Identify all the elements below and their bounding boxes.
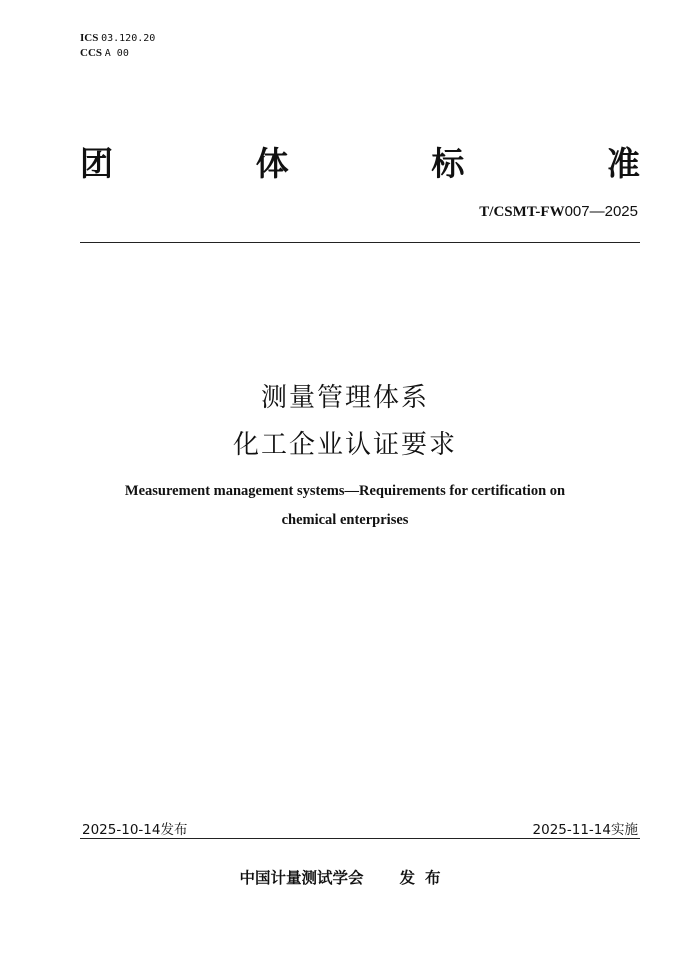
publisher-line [0,866,690,888]
ics-label: ICS [80,32,99,44]
doc-type-char: 准 [606,144,640,183]
english-title-line2: chemical enterprises [281,512,409,528]
doc-type-char: 体 [255,144,289,183]
chinese-title-line1: 测量管理体系 [260,383,429,413]
english-title-line1: Measurement management systems—Requirements for certification on [124,483,566,499]
standard-number-suffix: 007—2025 [564,203,638,220]
bottom-divider [80,838,640,839]
publisher-action: 发布 [399,869,451,887]
ccs-value: A 00 [104,48,129,59]
document-type-heading [80,138,640,185]
issue-date: 2025-10-14发布 [82,822,188,838]
standard-number-prefix: T/CSMT-FW [479,204,565,220]
top-divider [80,242,640,243]
implementation-date: 2025-11-14实施 [532,822,638,838]
ccs-label: CCS [80,47,103,59]
doc-type-char: 标 [431,144,465,183]
chinese-title-line2: 化工企业认证要求 [232,430,457,460]
ics-value: 03.120.20 [101,33,156,44]
doc-type-char: 团 [80,144,113,183]
ccs-code [80,46,155,61]
publisher-name: 中国计量测试学会 [239,869,364,887]
classification-codes [80,31,155,61]
ics-code [80,31,155,46]
standard-number [479,203,638,221]
